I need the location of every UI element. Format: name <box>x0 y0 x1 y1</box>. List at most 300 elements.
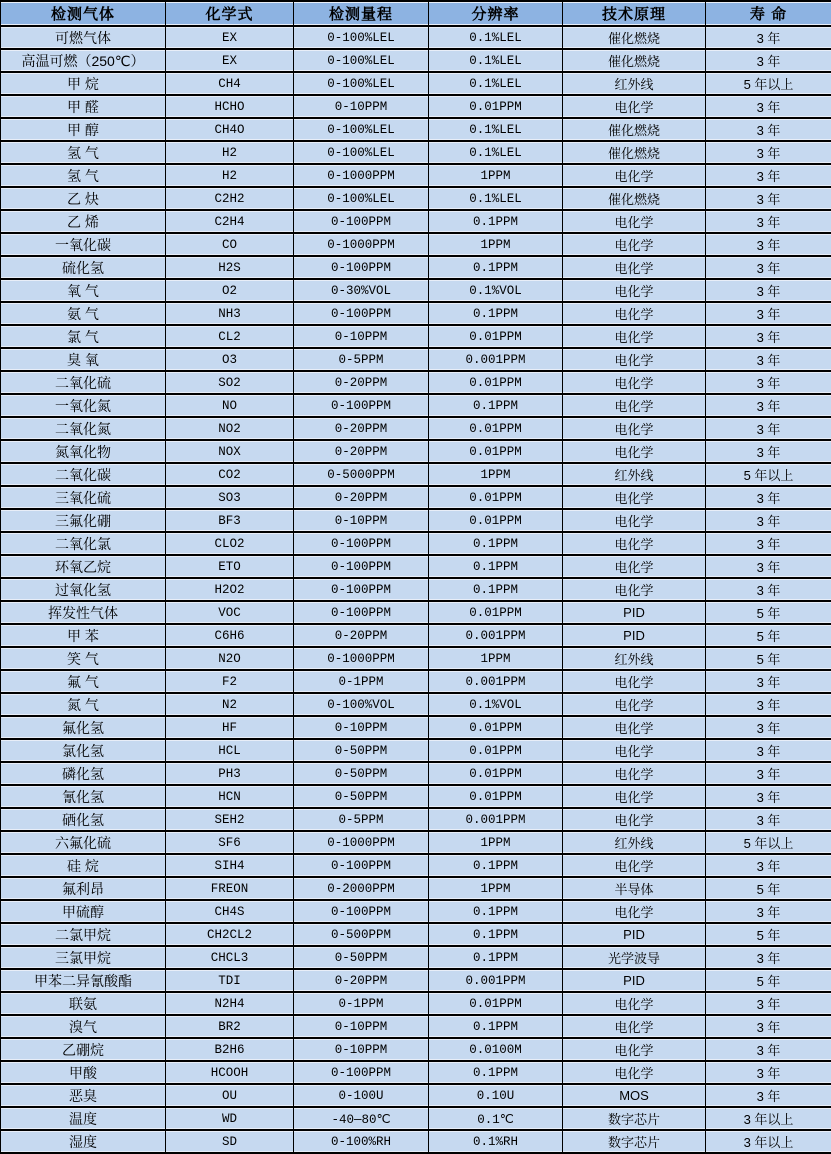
table-row <box>1 371 831 394</box>
cell-lifespan: 5 年 <box>706 624 831 647</box>
cell-range: 0-100PPM <box>294 900 429 923</box>
cell-resolution: 0.1PPM <box>429 900 563 923</box>
cell-resolution: 1PPM <box>429 831 563 854</box>
table-row <box>1 946 831 969</box>
cell-resolution: 0.1%LEL <box>429 187 563 210</box>
cell-resolution: 0.1PPM <box>429 1061 563 1084</box>
table-row <box>1 1038 831 1061</box>
table-row <box>1 808 831 831</box>
cell-resolution: 0.1%RH <box>429 1130 563 1153</box>
cell-formula: CH4 <box>166 72 294 95</box>
table-row <box>1 187 831 210</box>
table-row <box>1 72 831 95</box>
cell-resolution: 0.01PPM <box>429 601 563 624</box>
table-row <box>1 647 831 670</box>
cell-resolution: 0.1℃ <box>429 1107 563 1130</box>
cell-formula: H2 <box>166 164 294 187</box>
cell-range: 0-100PPM <box>294 256 429 279</box>
cell-lifespan: 5 年 <box>706 923 831 946</box>
cell-lifespan: 5 年 <box>706 969 831 992</box>
cell-principle: 电化学 <box>563 348 706 371</box>
table-header <box>1 1 831 26</box>
cell-formula: F2 <box>166 670 294 693</box>
cell-lifespan: 3 年 <box>706 95 831 118</box>
cell-principle: 催化燃烧 <box>563 49 706 72</box>
cell-lifespan: 3 年 <box>706 1038 831 1061</box>
cell-gas-name: 挥发性气体 <box>1 601 166 624</box>
cell-range: 0-20PPM <box>294 486 429 509</box>
cell-range: 0-100%LEL <box>294 49 429 72</box>
cell-range: 0-1PPM <box>294 670 429 693</box>
cell-range: 0-100%LEL <box>294 141 429 164</box>
table-row <box>1 785 831 808</box>
cell-lifespan: 3 年 <box>706 394 831 417</box>
cell-principle: 电化学 <box>563 1061 706 1084</box>
cell-resolution: 0.1PPM <box>429 923 563 946</box>
cell-lifespan: 3 年 <box>706 555 831 578</box>
cell-principle: 红外线 <box>563 647 706 670</box>
cell-resolution: 0.001PPM <box>429 969 563 992</box>
cell-formula: H2S <box>166 256 294 279</box>
cell-principle: 电化学 <box>563 279 706 302</box>
cell-gas-name: 甲 醇 <box>1 118 166 141</box>
cell-gas-name: 二氯甲烷 <box>1 923 166 946</box>
table-row <box>1 394 831 417</box>
cell-lifespan: 3 年 <box>706 440 831 463</box>
cell-lifespan: 5 年 <box>706 647 831 670</box>
cell-principle: 电化学 <box>563 509 706 532</box>
cell-formula: SIH4 <box>166 854 294 877</box>
table-row <box>1 463 831 486</box>
cell-range: 0-1PPM <box>294 992 429 1015</box>
cell-formula: N2H4 <box>166 992 294 1015</box>
cell-gas-name: 乙 烯 <box>1 210 166 233</box>
cell-formula: FREON <box>166 877 294 900</box>
cell-principle: 电化学 <box>563 739 706 762</box>
cell-resolution: 0.1PPM <box>429 946 563 969</box>
cell-principle: 电化学 <box>563 854 706 877</box>
cell-formula: CH4O <box>166 118 294 141</box>
table-row <box>1 1130 831 1153</box>
cell-range: 0-100PPM <box>294 302 429 325</box>
table-row <box>1 486 831 509</box>
cell-resolution: 0.01PPM <box>429 417 563 440</box>
cell-resolution: 1PPM <box>429 164 563 187</box>
cell-range: 0-100PPM <box>294 394 429 417</box>
cell-formula: TDI <box>166 969 294 992</box>
cell-lifespan: 3 年 <box>706 509 831 532</box>
cell-resolution: 0.01PPM <box>429 509 563 532</box>
cell-gas-name: 三氟化硼 <box>1 509 166 532</box>
cell-formula: BF3 <box>166 509 294 532</box>
table-row <box>1 95 831 118</box>
cell-lifespan: 3 年 <box>706 762 831 785</box>
cell-resolution: 0.1%LEL <box>429 72 563 95</box>
cell-gas-name: 一氧化碳 <box>1 233 166 256</box>
cell-resolution: 0.1PPM <box>429 210 563 233</box>
cell-lifespan: 3 年 <box>706 854 831 877</box>
cell-range: 0-50PPM <box>294 785 429 808</box>
table-row <box>1 578 831 601</box>
cell-principle: 电化学 <box>563 164 706 187</box>
cell-formula: HCOOH <box>166 1061 294 1084</box>
cell-gas-name: 环氧乙烷 <box>1 555 166 578</box>
cell-resolution: 1PPM <box>429 877 563 900</box>
table-row <box>1 1015 831 1038</box>
cell-gas-name: 二氧化碳 <box>1 463 166 486</box>
cell-gas-name: 湿度 <box>1 1130 166 1153</box>
cell-resolution: 0.1%VOL <box>429 693 563 716</box>
table-row <box>1 256 831 279</box>
cell-principle: PID <box>563 624 706 647</box>
cell-formula: CO2 <box>166 463 294 486</box>
cell-principle: 电化学 <box>563 233 706 256</box>
cell-resolution: 0.1%LEL <box>429 141 563 164</box>
cell-gas-name: 二氧化硫 <box>1 371 166 394</box>
cell-gas-name: 臭 氧 <box>1 348 166 371</box>
cell-principle: 催化燃烧 <box>563 187 706 210</box>
cell-gas-name: 氢 气 <box>1 164 166 187</box>
cell-principle: 电化学 <box>563 394 706 417</box>
table-row <box>1 118 831 141</box>
cell-principle: 电化学 <box>563 95 706 118</box>
cell-principle: 电化学 <box>563 762 706 785</box>
cell-formula: CH4S <box>166 900 294 923</box>
cell-range: 0-5000PPM <box>294 463 429 486</box>
cell-formula: CHCL3 <box>166 946 294 969</box>
table-row <box>1 26 831 49</box>
cell-gas-name: 三氧化硫 <box>1 486 166 509</box>
table-row <box>1 923 831 946</box>
table-row <box>1 992 831 1015</box>
cell-formula: HF <box>166 716 294 739</box>
cell-principle: 电化学 <box>563 670 706 693</box>
cell-gas-name: 三氯甲烷 <box>1 946 166 969</box>
cell-resolution: 0.001PPM <box>429 808 563 831</box>
cell-formula: BR2 <box>166 1015 294 1038</box>
cell-gas-name: 氯化氢 <box>1 739 166 762</box>
cell-range: -40—80℃ <box>294 1107 429 1130</box>
column-header-formula: 化学式 <box>166 1 294 26</box>
cell-lifespan: 3 年 <box>706 325 831 348</box>
cell-formula: VOC <box>166 601 294 624</box>
table-row <box>1 1107 831 1130</box>
cell-formula: O3 <box>166 348 294 371</box>
table-row <box>1 141 831 164</box>
cell-resolution: 0.1%LEL <box>429 26 563 49</box>
cell-principle: PID <box>563 923 706 946</box>
table-row <box>1 1084 831 1107</box>
cell-gas-name: 甲硫醇 <box>1 900 166 923</box>
cell-range: 0-20PPM <box>294 969 429 992</box>
cell-principle: 电化学 <box>563 808 706 831</box>
cell-resolution: 0.1PPM <box>429 302 563 325</box>
cell-formula: C2H4 <box>166 210 294 233</box>
cell-gas-name: 硒化氢 <box>1 808 166 831</box>
cell-principle: 电化学 <box>563 532 706 555</box>
table-row <box>1 325 831 348</box>
cell-range: 0-10PPM <box>294 325 429 348</box>
cell-gas-name: 二氧化氮 <box>1 417 166 440</box>
cell-range: 0-1000PPM <box>294 164 429 187</box>
cell-gas-name: 恶臭 <box>1 1084 166 1107</box>
cell-principle: 电化学 <box>563 256 706 279</box>
cell-resolution: 0.01PPM <box>429 762 563 785</box>
table-row <box>1 716 831 739</box>
cell-gas-name: 高温可燃（250℃） <box>1 49 166 72</box>
cell-gas-name: 氮氧化物 <box>1 440 166 463</box>
table-row <box>1 693 831 716</box>
cell-principle: 红外线 <box>563 463 706 486</box>
table-row <box>1 348 831 371</box>
cell-lifespan: 3 年 <box>706 670 831 693</box>
cell-principle: 半导体 <box>563 877 706 900</box>
cell-lifespan: 3 年 <box>706 279 831 302</box>
cell-range: 0-1000PPM <box>294 647 429 670</box>
cell-principle: 催化燃烧 <box>563 26 706 49</box>
cell-range: 0-100%LEL <box>294 72 429 95</box>
cell-resolution: 0.01PPM <box>429 371 563 394</box>
cell-gas-name: 可燃气体 <box>1 26 166 49</box>
cell-lifespan: 3 年以上 <box>706 1107 831 1130</box>
cell-resolution: 0.001PPM <box>429 624 563 647</box>
cell-principle: MOS <box>563 1084 706 1107</box>
cell-formula: SF6 <box>166 831 294 854</box>
table-row <box>1 601 831 624</box>
cell-resolution: 0.1%VOL <box>429 279 563 302</box>
cell-resolution: 0.01PPM <box>429 992 563 1015</box>
cell-range: 0-10PPM <box>294 1015 429 1038</box>
table-row <box>1 1061 831 1084</box>
cell-gas-name: 氟利昂 <box>1 877 166 900</box>
cell-lifespan: 3 年 <box>706 49 831 72</box>
table-row <box>1 279 831 302</box>
cell-lifespan: 3 年 <box>706 348 831 371</box>
cell-formula: SD <box>166 1130 294 1153</box>
column-header-resolution: 分辨率 <box>429 1 563 26</box>
cell-formula: NOX <box>166 440 294 463</box>
cell-gas-name: 笑 气 <box>1 647 166 670</box>
cell-lifespan: 3 年 <box>706 118 831 141</box>
table-row <box>1 624 831 647</box>
cell-range: 0-1000PPM <box>294 233 429 256</box>
cell-range: 0-100%VOL <box>294 693 429 716</box>
cell-principle: 催化燃烧 <box>563 141 706 164</box>
cell-lifespan: 3 年 <box>706 739 831 762</box>
cell-formula: EX <box>166 26 294 49</box>
table-row <box>1 762 831 785</box>
table-row <box>1 969 831 992</box>
table-row <box>1 210 831 233</box>
cell-lifespan: 3 年 <box>706 532 831 555</box>
cell-gas-name: 氧 气 <box>1 279 166 302</box>
table-row <box>1 739 831 762</box>
cell-formula: H2O2 <box>166 578 294 601</box>
cell-principle: 电化学 <box>563 302 706 325</box>
cell-lifespan: 3 年 <box>706 371 831 394</box>
table-row <box>1 509 831 532</box>
cell-resolution: 0.1PPM <box>429 394 563 417</box>
cell-range: 0-10PPM <box>294 1038 429 1061</box>
table-body <box>1 26 831 1153</box>
cell-resolution: 0.1PPM <box>429 578 563 601</box>
cell-principle: PID <box>563 601 706 624</box>
cell-formula: CLO2 <box>166 532 294 555</box>
cell-principle: 电化学 <box>563 555 706 578</box>
cell-formula: NH3 <box>166 302 294 325</box>
cell-formula: SEH2 <box>166 808 294 831</box>
cell-formula: HCN <box>166 785 294 808</box>
cell-range: 0-100PPM <box>294 1061 429 1084</box>
cell-lifespan: 3 年 <box>706 1084 831 1107</box>
cell-formula: EX <box>166 49 294 72</box>
cell-formula: N2O <box>166 647 294 670</box>
cell-formula: ETO <box>166 555 294 578</box>
cell-lifespan: 3 年以上 <box>706 1130 831 1153</box>
cell-range: 0-1000PPM <box>294 831 429 854</box>
column-header-gas: 检测气体 <box>1 1 166 26</box>
cell-gas-name: 甲 醛 <box>1 95 166 118</box>
cell-resolution: 0.01PPM <box>429 716 563 739</box>
cell-resolution: 0.1PPM <box>429 555 563 578</box>
cell-gas-name: 氢 气 <box>1 141 166 164</box>
cell-range: 0-5PPM <box>294 348 429 371</box>
cell-range: 0-50PPM <box>294 762 429 785</box>
cell-range: 0-5PPM <box>294 808 429 831</box>
cell-principle: 电化学 <box>563 716 706 739</box>
cell-range: 0-100PPM <box>294 854 429 877</box>
cell-range: 0-10PPM <box>294 716 429 739</box>
cell-resolution: 1PPM <box>429 233 563 256</box>
table-row <box>1 49 831 72</box>
cell-formula: OU <box>166 1084 294 1107</box>
cell-gas-name: 甲酸 <box>1 1061 166 1084</box>
cell-formula: HCHO <box>166 95 294 118</box>
cell-principle: 电化学 <box>563 417 706 440</box>
cell-gas-name: 氮 气 <box>1 693 166 716</box>
cell-lifespan: 5 年以上 <box>706 831 831 854</box>
cell-gas-name: 联氨 <box>1 992 166 1015</box>
cell-range: 0-20PPM <box>294 624 429 647</box>
cell-lifespan: 3 年 <box>706 693 831 716</box>
cell-lifespan: 5 年以上 <box>706 72 831 95</box>
cell-range: 0-100%LEL <box>294 26 429 49</box>
table-row <box>1 233 831 256</box>
cell-gas-name: 乙硼烷 <box>1 1038 166 1061</box>
cell-gas-name: 磷化氢 <box>1 762 166 785</box>
cell-range: 0-100PPM <box>294 210 429 233</box>
cell-principle: 电化学 <box>563 693 706 716</box>
cell-range: 0-100PPM <box>294 578 429 601</box>
cell-range: 0-2000PPM <box>294 877 429 900</box>
cell-lifespan: 3 年 <box>706 187 831 210</box>
cell-resolution: 0.1PPM <box>429 854 563 877</box>
table-row <box>1 670 831 693</box>
cell-gas-name: 氰化氢 <box>1 785 166 808</box>
table-row <box>1 831 831 854</box>
cell-principle: 电化学 <box>563 1015 706 1038</box>
cell-resolution: 0.01PPM <box>429 739 563 762</box>
cell-range: 0-100%LEL <box>294 118 429 141</box>
cell-principle: 电化学 <box>563 1038 706 1061</box>
cell-resolution: 0.01PPM <box>429 440 563 463</box>
cell-lifespan: 5 年以上 <box>706 463 831 486</box>
cell-range: 0-500PPM <box>294 923 429 946</box>
cell-principle: 电化学 <box>563 371 706 394</box>
cell-formula: O2 <box>166 279 294 302</box>
cell-principle: PID <box>563 969 706 992</box>
cell-formula: C6H6 <box>166 624 294 647</box>
cell-lifespan: 3 年 <box>706 486 831 509</box>
cell-gas-name: 溴气 <box>1 1015 166 1038</box>
cell-principle: 电化学 <box>563 992 706 1015</box>
cell-gas-name: 硫化氢 <box>1 256 166 279</box>
cell-resolution: 1PPM <box>429 463 563 486</box>
cell-formula: SO2 <box>166 371 294 394</box>
column-header-range: 检测量程 <box>294 1 429 26</box>
table-row <box>1 532 831 555</box>
cell-lifespan: 3 年 <box>706 256 831 279</box>
cell-range: 0-10PPM <box>294 95 429 118</box>
cell-formula: NO <box>166 394 294 417</box>
cell-gas-name: 一氧化氮 <box>1 394 166 417</box>
cell-resolution: 0.01PPM <box>429 95 563 118</box>
cell-resolution: 0.1PPM <box>429 532 563 555</box>
cell-range: 0-20PPM <box>294 440 429 463</box>
cell-gas-name: 氟 气 <box>1 670 166 693</box>
cell-range: 0-100PPM <box>294 532 429 555</box>
cell-lifespan: 3 年 <box>706 1061 831 1084</box>
cell-resolution: 1PPM <box>429 647 563 670</box>
cell-formula: N2 <box>166 693 294 716</box>
cell-principle: 数字芯片 <box>563 1107 706 1130</box>
cell-formula: C2H2 <box>166 187 294 210</box>
cell-gas-name: 甲 苯 <box>1 624 166 647</box>
cell-range: 0-100U <box>294 1084 429 1107</box>
cell-formula: PH3 <box>166 762 294 785</box>
cell-lifespan: 3 年 <box>706 716 831 739</box>
cell-lifespan: 3 年 <box>706 1015 831 1038</box>
cell-principle: 红外线 <box>563 72 706 95</box>
cell-lifespan: 3 年 <box>706 233 831 256</box>
cell-principle: 电化学 <box>563 325 706 348</box>
cell-gas-name: 甲 烷 <box>1 72 166 95</box>
cell-lifespan: 3 年 <box>706 578 831 601</box>
cell-resolution: 0.001PPM <box>429 670 563 693</box>
cell-principle: 红外线 <box>563 831 706 854</box>
cell-gas-name: 过氧化氢 <box>1 578 166 601</box>
table-row <box>1 877 831 900</box>
cell-lifespan: 3 年 <box>706 992 831 1015</box>
cell-principle: 电化学 <box>563 440 706 463</box>
cell-resolution: 0.1%LEL <box>429 49 563 72</box>
cell-gas-name: 乙 炔 <box>1 187 166 210</box>
cell-gas-name: 二氧化氯 <box>1 532 166 555</box>
cell-formula: HCL <box>166 739 294 762</box>
cell-formula: WD <box>166 1107 294 1130</box>
cell-formula: CL2 <box>166 325 294 348</box>
cell-formula: CH2CL2 <box>166 923 294 946</box>
cell-resolution: 0.1%LEL <box>429 118 563 141</box>
cell-principle: 光学波导 <box>563 946 706 969</box>
table-row <box>1 555 831 578</box>
cell-range: 0-50PPM <box>294 946 429 969</box>
cell-formula: CO <box>166 233 294 256</box>
cell-lifespan: 3 年 <box>706 302 831 325</box>
cell-gas-name: 氯 气 <box>1 325 166 348</box>
cell-lifespan: 3 年 <box>706 164 831 187</box>
cell-gas-name: 硅 烷 <box>1 854 166 877</box>
